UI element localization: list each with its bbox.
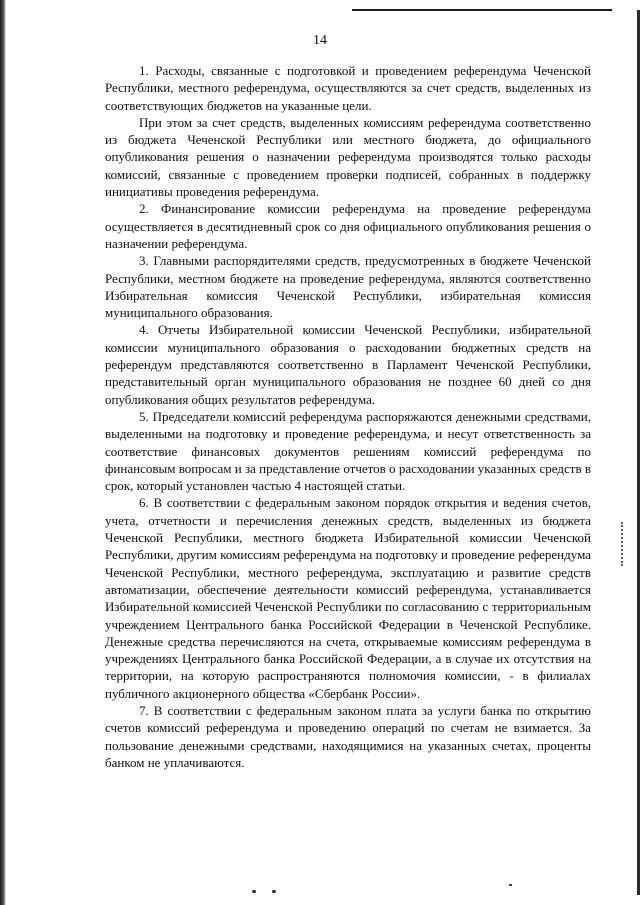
paragraph-2: 2. Финансирование комиссии референдума на проведение референдума осуществляется в десятидневный срок со дня официального опубликования решения о назначении референдума. <box>105 201 591 251</box>
paragraph-1-note: При этом за счет средств, выделенных комиссиям референдума соответственно из бюджета Чеченской Республики или местного бюджета, до официального опубликования решения о назначении референдума производятся только расходы комиссий, связанные с проведением проверки подписей, собранных в поддержку инициативы проведения референдума. <box>105 114 591 200</box>
margin-scan-marks <box>621 522 625 566</box>
paragraph-4: 4. Отчеты Избирательной комиссии Чеченской Республики, избирательной комиссии муниципального образования о расходовании бюджетных средств на референдум представляются соответственно в Парламент Чеченской Республики, представительный орган муниципального образования не позднее 60 дней со дня опубликования общих результатов референдума. <box>105 322 591 407</box>
page-number: 14 <box>313 33 327 48</box>
scan-edge-left <box>0 0 6 905</box>
paragraph-6: 6. В соответствии с федеральным законом порядок открытия и ведения счетов, учета, отчетности и перечисления денежных средств, выделенных из бюджета Чеченской Республики, местного бюджета Избирательной комиссии Чеченской Республики, другим комиссиям референдума на подготовку и проведение референдума Чеченской Республики, местного референдума, эксплуатацию и развитие средств автоматизации, обеспечение деятельности комиссий референдума, устанавливается Избирательной комиссией Чеченской Республики по согласованию с территориальным учреждением Центрального банка Российской Федерации в Чеченской Республике. Денежные средства перечисляются на счета, открываемые комиссиям референдума в учреждениях Центрального банка Российской Федерации, а в случае их отсутствия на территории, на которую распространяются полномочия комиссии, - в филиалах публичного акционерного общества «Сбербанк России». <box>105 495 591 701</box>
paragraph-3: 3. Главными распорядителями средств, предусмотренных в бюджете Чеченской Республики, местном бюджете на проведение референдума, являются соответственно Избирательная комиссия Чеченской Республики, избирательная комиссия муниципального образования. <box>105 253 591 321</box>
document-body <box>105 62 591 771</box>
paragraph-1: 1. Расходы, связанные с подготовкой и проведением референдума Чеченской Республики, местного референдума, осуществляются за счет средств, выделенных из соответствующих бюджетов на указанные цели. <box>105 63 591 113</box>
paragraph-7: 7. В соответствии с федеральным законом плата за услуги банка по открытию счетов комиссий референдума и проведению операций по счетам не взимается. За пользование денежными средствами, находящимися на указанных счетах, проценты банком не уплачиваются. <box>105 702 591 770</box>
bottom-scan-marks <box>252 890 282 894</box>
paragraph-5: 5. Председатели комиссий референдума распоряжаются денежными средствами, выделенными на подготовку и проведение референдума, и несут ответственность за соответствие финансовых документов решениям комиссий референдума по финансовым вопросам и за представление отчетов о расходовании указанных средств в срок, который установлен частью 4 настоящей статьи. <box>105 408 591 494</box>
top-rule <box>352 9 612 11</box>
bottom-scan-dot <box>509 884 512 886</box>
